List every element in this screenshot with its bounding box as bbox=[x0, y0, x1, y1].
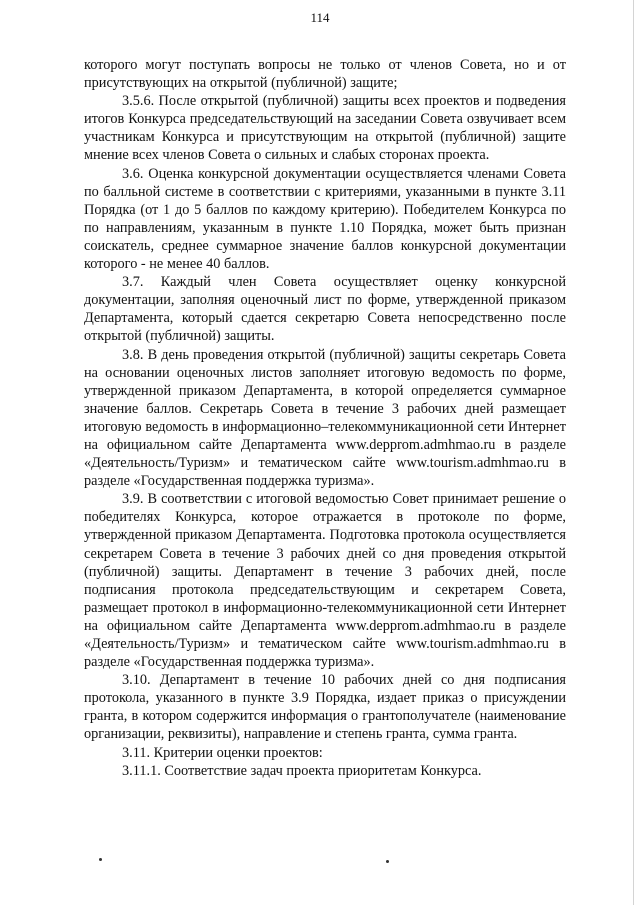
paragraph-3-11-1: 3.11.1. Соответствие задач проекта приоритетам Конкурса. bbox=[122, 762, 482, 779]
paragraph-3-8: 3.8. В день проведения открытой (публичной) защиты секретарь Совета на основании оценочных листов заполняет итоговую ведомость по форме, утвержденной приказом Департамента, в которой определяется суммарное значение баллов. Секретарь Совета в течение 3 рабочих дней размещает итоговую ведомость в информационно–телекоммуникационной сети Интернет на официальном сайте Департамента www.depprom.admhmao.ru в разделе «Деятельность/Туризм» и тематическом сайте www.tourism.admhmao.ru в разделе «Государственная поддержка туризма». bbox=[84, 346, 566, 490]
paragraph-3-5-6: 3.5.6. После открытой (публичной) защиты всех проектов и подведения итогов Конкурса председательствующий на заседании Совета озвучивает всем участникам Конкурса и присутствующим на открытой (публичной) защите мнение всех членов Совета о сильных и слабых сторонах проекта. bbox=[84, 93, 566, 164]
paragraph-continuation: которого могут поступать вопросы не только от членов Совета, но и от присутствующих на открытой (публичной) защите; bbox=[84, 57, 566, 92]
scan-speck bbox=[99, 858, 102, 861]
scan-edge-line bbox=[633, 0, 634, 905]
page-number: 114 bbox=[310, 10, 330, 25]
paragraph-3-6: 3.6. Оценка конкурсной документации осуществляется членами Совета по балльной системе в соответствии с критериями, указанными в пункте 3.11 Порядка (от 1 до 5 баллов по каждому критерию). Победителем Конкурса по по направлениям, указанным в пункте 1.10 Порядка, может быть признан соискатель, среднее суммарное значение баллов конкурсной документации которого - не менее 40 баллов. bbox=[84, 165, 566, 273]
paragraph-3-11: 3.11. Критерии оценки проектов: bbox=[122, 744, 323, 761]
paragraph-3-9: 3.9. В соответствии с итоговой ведомостью Совет принимает решение о победителях Конкурса, которое отражается в протоколе по форме, утвержденной приказом Департамента. Подготовка протокола осуществляется секретарем Совета в течение 3 рабочих дней со дня проведения открытой (публичной) защиты. Департамент в течение 3 рабочих дней, после подписания протокола председательствующим и секретарем Совета, размещает протокол в информационно-телекоммуникационной сети Интернет на официальном сайте Департамента www.depprom.admhmao.ru в разделе «Деятельность/Туризм» и тематическом сайте www.tourism.admhmao.ru в разделе «Государственная поддержка туризма». bbox=[84, 491, 566, 671]
document-body bbox=[84, 56, 566, 780]
scan-speck bbox=[386, 860, 389, 863]
paragraph-3-7: 3.7. Каждый член Совета осуществляет оценку конкурсной документации, заполняя оценочный лист по форме, утвержденной приказом Департамента, который сдается секретарю Совета непосредственно после открытой (публичной) защиты. bbox=[84, 274, 566, 345]
paragraph-3-10: 3.10. Департамент в течение 10 рабочих дней со дня подписания протокола, указанного в пункте 3.9 Порядка, издает приказ о присуждении гранта, в котором содержится информация о грантополучателе (наименование организации, реквизиты), направление и степень гранта, сумма гранта. bbox=[84, 672, 566, 743]
